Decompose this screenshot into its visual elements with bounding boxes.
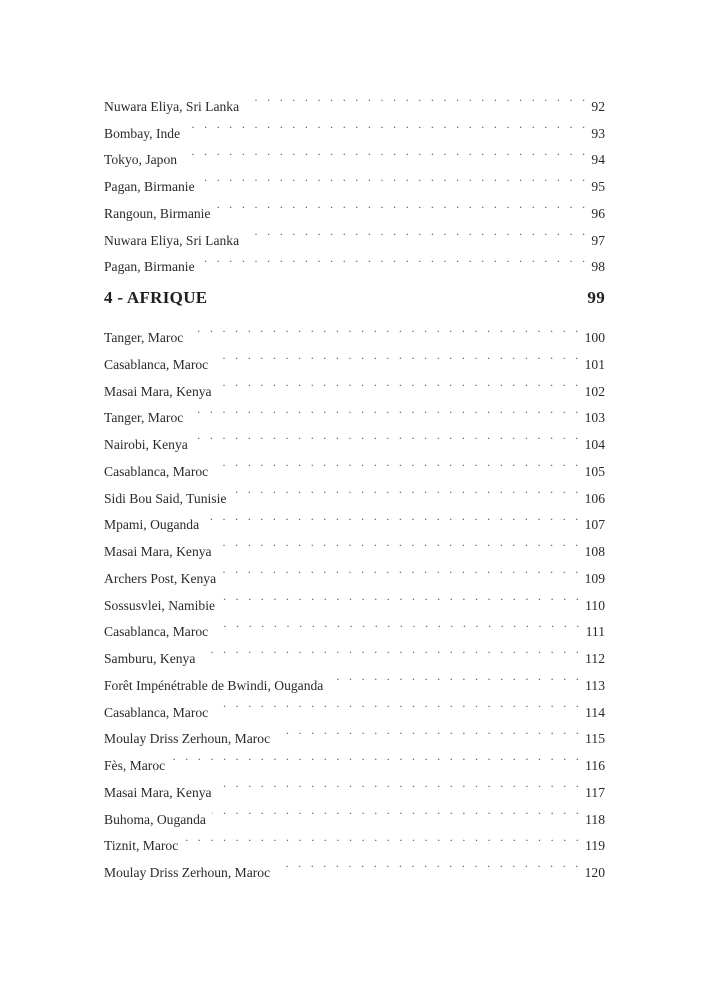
toc-dot-leader — [183, 138, 588, 165]
toc-entry-title: Archers Post, Kenya — [104, 570, 217, 586]
toc-entry-page-number: 92 — [591, 98, 605, 114]
toc-dot-leader — [201, 636, 582, 663]
toc-entry — [104, 84, 605, 114]
toc-entry-title: Tiznit, Maroc — [104, 838, 179, 854]
toc-dot-leader — [276, 850, 581, 877]
toc-dot-leader — [214, 610, 582, 637]
toc-entry-page-number: 110 — [585, 597, 605, 613]
toc-dot-leader — [216, 191, 588, 218]
toc-entry-title: Nuwara Eliya, Sri Lanka — [104, 232, 240, 248]
toc-dot-leader — [218, 369, 582, 396]
toc-dot-leader — [194, 422, 582, 449]
toc-entry-title: Nuwara Eliya, Sri Lanka — [104, 98, 240, 114]
toc-entry — [104, 770, 605, 800]
toc-dot-leader — [276, 717, 582, 744]
toc-entry-page-number: 117 — [585, 784, 605, 800]
toc-entry-title: Pagan, Birmanie — [104, 259, 195, 275]
toc-entry-page-number: 102 — [584, 383, 605, 399]
toc-entry-page-number: 97 — [591, 232, 605, 248]
toc-entry-title: Tanger, Maroc — [104, 410, 184, 426]
toc-entry-page-number: 111 — [585, 624, 605, 640]
toc-entry-page-number: 93 — [591, 125, 605, 141]
toc-entry-page-number: 103 — [584, 410, 605, 426]
toc-entry — [104, 743, 605, 773]
toc-entry-page-number: 119 — [585, 838, 605, 854]
toc-entry-page-number: 107 — [584, 517, 605, 533]
toc-entry-page-number: 100 — [584, 330, 605, 345]
toc-entry-title: Bombay, Inde — [104, 125, 181, 141]
toc-entry-page-number: 120 — [584, 865, 605, 880]
toc-dot-leader — [214, 449, 581, 476]
toc-dot-leader — [189, 315, 581, 342]
toc-entry-page-number: 98 — [591, 259, 605, 275]
toc-dot-leader — [189, 396, 581, 423]
toc-entry-page-number: 113 — [585, 677, 605, 693]
toc-dot-leader — [186, 111, 588, 138]
toc-entry-title: Mpami, Ouganda — [104, 517, 200, 533]
toc-dot-leader — [245, 84, 588, 111]
toc-entry-title: Nairobi, Kenya — [104, 437, 188, 452]
toc-entry-title: Moulay Driss Zerhoun, Maroc — [104, 865, 271, 880]
toc-entry-title: Casablanca, Maroc — [104, 704, 209, 720]
toc-dot-leader — [201, 164, 589, 191]
toc-entry-title: Casablanca, Maroc — [104, 463, 209, 479]
toc-dot-leader — [221, 583, 582, 610]
toc-entry-page-number: 118 — [585, 811, 605, 827]
toc-dot-leader — [218, 770, 583, 797]
toc-entry-page-number: 115 — [585, 731, 605, 747]
toc-entry-page-number: 116 — [585, 758, 605, 773]
toc-entry-page-number: 108 — [584, 544, 605, 559]
toc-dot-leader — [205, 503, 581, 530]
toc-dot-leader — [245, 218, 588, 245]
section-page-number: 99 — [587, 288, 605, 308]
toc-entry-page-number: 109 — [584, 570, 605, 586]
toc-entry-page-number: 106 — [584, 490, 605, 506]
toc-entry-title: Masai Mara, Kenya — [104, 784, 212, 800]
toc-entry-title: Tanger, Maroc — [104, 330, 184, 345]
table-of-contents — [104, 84, 605, 880]
toc-dot-leader — [329, 663, 582, 690]
toc-entry-title: Buhoma, Ouganda — [104, 811, 206, 827]
section-heading — [104, 284, 605, 312]
toc-dot-leader — [212, 797, 582, 824]
toc-dot-leader — [232, 476, 581, 503]
toc-entry-title: Sidi Bou Said, Tunisie — [104, 490, 227, 506]
toc-entry — [104, 315, 605, 345]
toc-entry-page-number: 96 — [591, 205, 605, 221]
toc-entry-title: Sossusvlei, Namibie — [104, 597, 216, 613]
toc-entry-title: Casablanca, Maroc — [104, 356, 209, 372]
toc-dot-leader — [222, 556, 581, 583]
toc-entry-title: Forêt Impénétrable de Bwindi, Ouganda — [104, 677, 324, 693]
toc-entry-title: Tokyo, Japon — [104, 152, 178, 168]
toc-entry-page-number: 104 — [584, 437, 605, 452]
toc-dot-leader — [184, 824, 582, 851]
toc-dot-leader — [171, 743, 582, 770]
toc-entry-title: Masai Mara, Kenya — [104, 383, 212, 399]
toc-entry-title: Fès, Maroc — [104, 758, 166, 773]
section-title: 4 - AFRIQUE — [104, 288, 208, 308]
toc-entry-page-number: 101 — [584, 356, 605, 372]
toc-entry-page-number: 95 — [591, 179, 605, 194]
toc-list-section — [104, 315, 605, 880]
toc-dot-leader — [214, 690, 582, 717]
toc-entry-title: Moulay Driss Zerhoun, Maroc — [104, 731, 271, 747]
toc-entry-title: Masai Mara, Kenya — [104, 544, 212, 559]
toc-entry-page-number: 105 — [584, 463, 605, 479]
toc-dot-leader — [214, 342, 581, 369]
toc-entry-title: Rangoun, Birmanie — [104, 205, 211, 221]
toc-dot-leader — [201, 245, 589, 272]
toc-entry-title: Pagan, Birmanie — [104, 179, 195, 194]
toc-entry-title: Samburu, Kenya — [104, 651, 196, 666]
toc-entry-title: Casablanca, Maroc — [104, 624, 209, 640]
toc-dot-leader — [218, 529, 582, 556]
toc-entry-page-number: 112 — [585, 651, 605, 666]
toc-entry-page-number: 114 — [585, 704, 605, 720]
toc-list-top — [104, 84, 605, 275]
toc-entry-page-number: 94 — [591, 152, 605, 168]
